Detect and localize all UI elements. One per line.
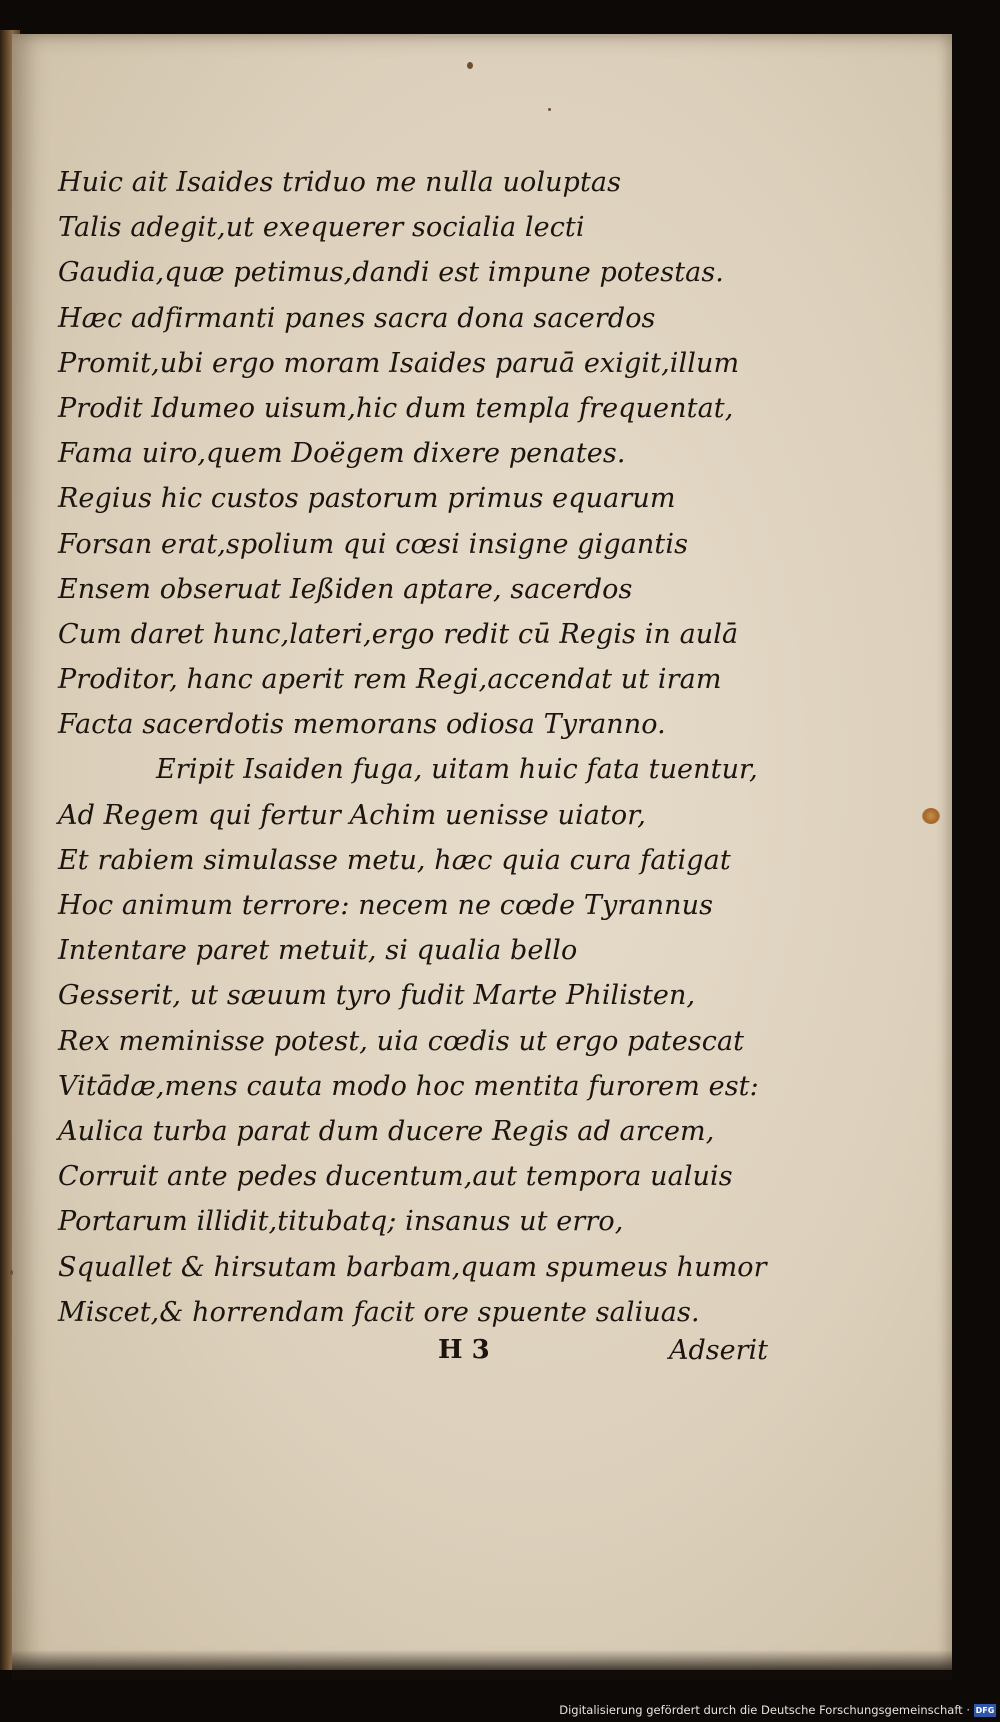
verse-line: Prodit Idumeo uisum,hic dum templa frequentat, bbox=[58, 392, 734, 424]
dfg-logo: DFG bbox=[975, 1706, 995, 1715]
verse-line: Et rabiem simulasse metu, hæc quia cura fatigat bbox=[58, 844, 731, 876]
verse-line: Miscet,& horrendam facit ore spuente saliuas. bbox=[58, 1296, 700, 1328]
verse-line: Facta sacerdotis memorans odiosa Tyranno. bbox=[58, 709, 666, 741]
ink-speck bbox=[10, 1270, 13, 1275]
verse-line: Huic ait Isaides triduo me nulla uoluptas bbox=[58, 167, 622, 198]
verse-line: Forsan erat,spolium qui cœsi insigne gigantis bbox=[58, 528, 689, 560]
page-shadow bbox=[12, 1650, 952, 1680]
verse-line: Gesserit, ut sæuum tyro fudit Marte Philisten, bbox=[58, 980, 696, 1012]
ink-speck bbox=[548, 108, 551, 111]
verse-line-indented: Eripit Isaiden fuga, uitam huic fata tuentur, bbox=[156, 754, 758, 786]
verse-line: Talis adegit,ut exequerer socialia lecti bbox=[58, 212, 585, 244]
verse-line: Corruit ante pedes ducentum,aut tempora ualuis bbox=[58, 1161, 733, 1193]
funding-credit: Digitalisierung gefördert durch die Deutsche Forschungsgemeinschaft · bbox=[559, 1703, 970, 1717]
verse-line: Gaudia,quæ petimus,dandi est impune potestas. bbox=[58, 257, 724, 289]
verse-line: Proditor, hanc aperit rem Regi,accendat ut iram bbox=[58, 664, 722, 696]
verse-line: Fama uiro,quem Doëgem dixere penates. bbox=[58, 438, 626, 470]
ink-speck bbox=[467, 62, 473, 69]
paper-stain bbox=[922, 808, 940, 824]
page-footer bbox=[58, 1335, 768, 1375]
verse-line: Ensem obseruat Ießiden aptare, sacerdos bbox=[58, 573, 633, 605]
verse-line: Portarum illidit,titubatq; insanus ut erro, bbox=[58, 1206, 624, 1238]
verse-line: Ad Regem qui fertur Achim uenisse uiator, bbox=[58, 799, 646, 831]
verse-text bbox=[58, 160, 778, 1335]
verse-line: Hæc adfirmanti panes sacra dona sacerdos bbox=[58, 302, 656, 334]
verse-line: Vitādæ,mens cauta modo hoc mentita furorem est: bbox=[58, 1070, 759, 1102]
verse-line: Cum daret hunc,lateri,ergo redit cū Regis in aulā bbox=[58, 618, 739, 650]
verse-line: Squallet & hirsutam barbam,quam spumeus humor bbox=[58, 1251, 767, 1283]
verse-line: Intentare paret metuit, si qualia bello bbox=[58, 935, 578, 967]
verse-line: Aulica turba parat dum ducere Regis ad arcem, bbox=[58, 1115, 715, 1147]
verse-line: Regius hic custos pastorum primus equarum bbox=[58, 483, 676, 515]
catchword: Adserit bbox=[668, 1335, 768, 1366]
verse-line: Promit,ubi ergo moram Isaides paruā exigit,illum bbox=[58, 347, 740, 379]
verse-line: Hoc animum terrore: necem ne cœde Tyrannus bbox=[58, 890, 714, 921]
signature-mark: H 3 bbox=[438, 1335, 490, 1365]
verse-line: Rex meminisse potest, uia cœdis ut ergo patescat bbox=[58, 1025, 745, 1057]
